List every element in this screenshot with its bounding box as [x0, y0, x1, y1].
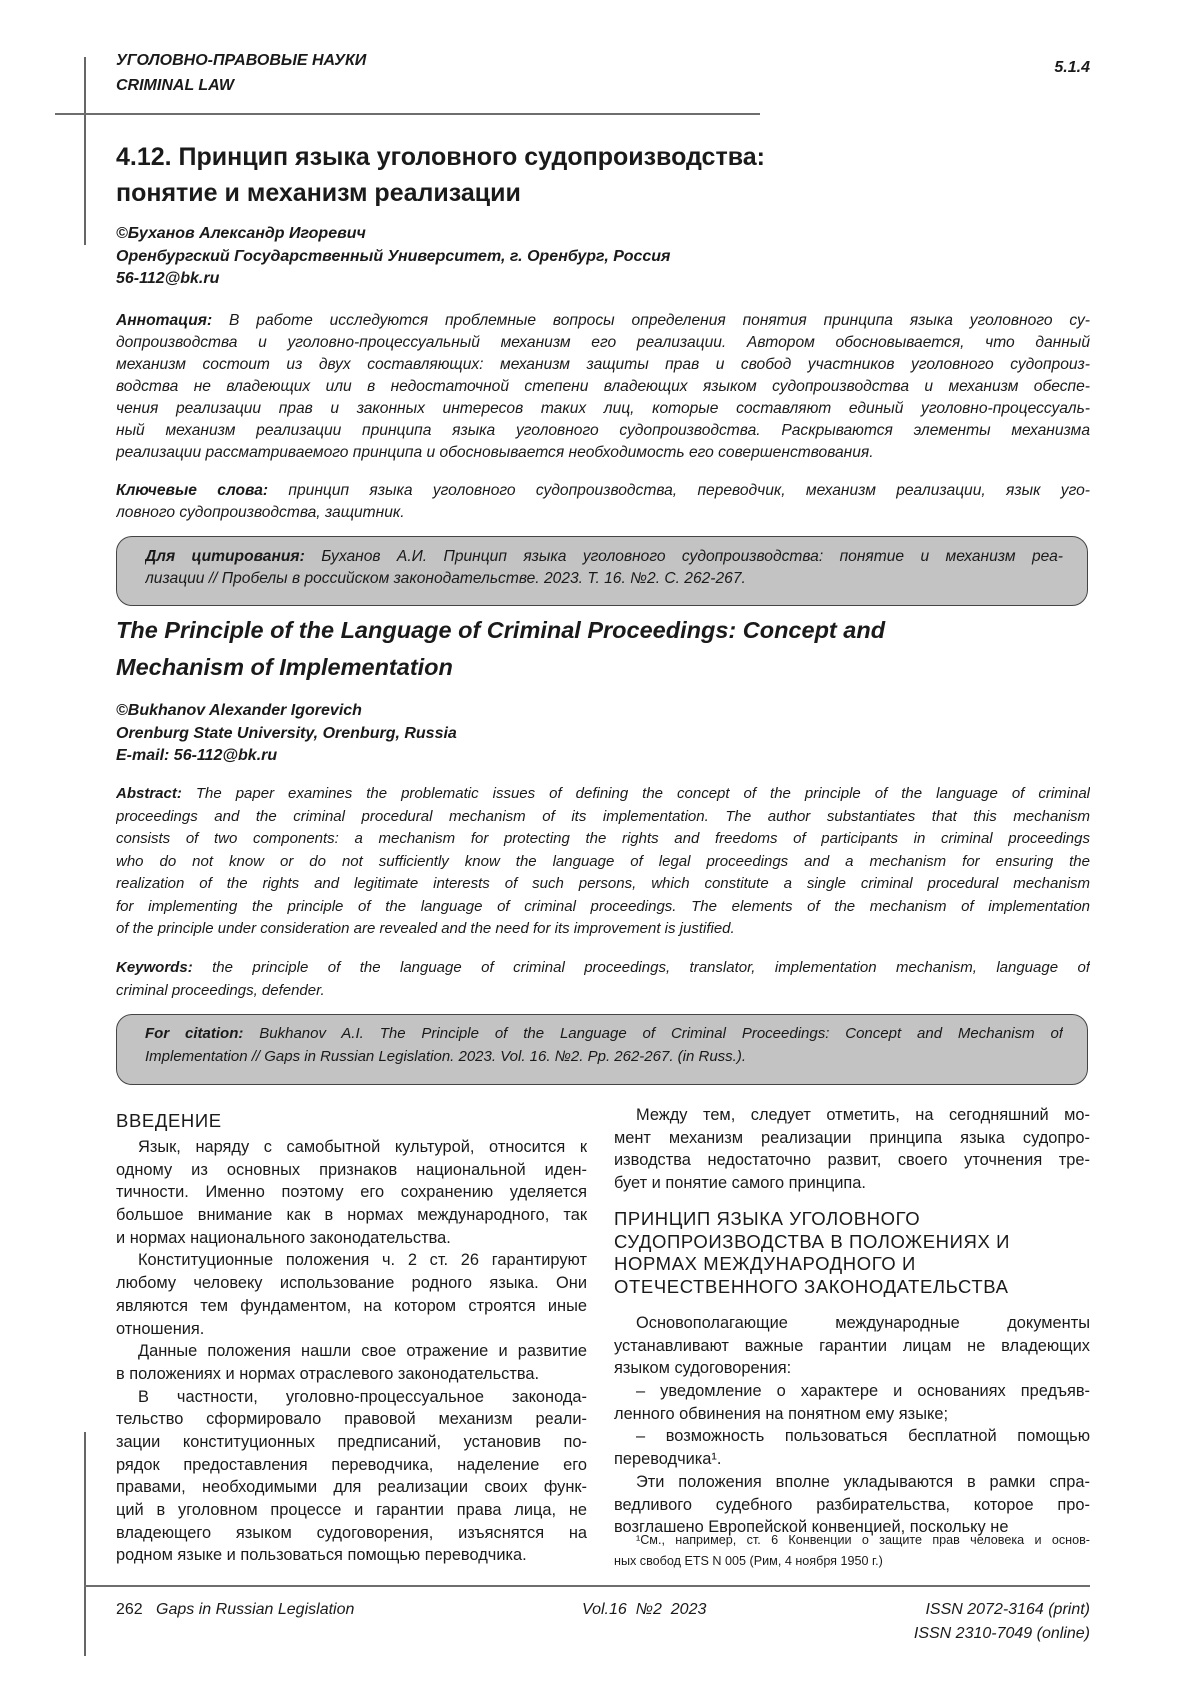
line-text: и нормах национального законодательства. [116, 1228, 451, 1247]
paragraph-line [614, 1149, 1090, 1172]
text-line [116, 783, 1090, 806]
line-text: бует и понятие самого принципа. [614, 1174, 866, 1193]
line-text: ций в уголовном процессе и гарантии права лица, не [116, 1501, 587, 1519]
line-text: of the principle under consideration are revealed and the need for its improvement is justified. [116, 920, 735, 937]
running-header [116, 48, 366, 98]
margin-rule-top [84, 57, 86, 245]
paragraph-line [116, 1295, 587, 1318]
line-text: Данные положения нашли свое отражение и развитие [138, 1342, 587, 1361]
paragraph-line [614, 1494, 1090, 1517]
line-text: The paper examines the problematic issues of defining the concept of the principle of the language of criminal [195, 785, 1090, 802]
text-line [116, 896, 1090, 919]
line-text: В частности, уголовно-процессуальное законода- [138, 1387, 587, 1406]
paragraph-line [614, 1172, 1090, 1195]
line-text: устанавливают важные гарантии лицам не владеющих [614, 1336, 1090, 1355]
keywords-en [116, 957, 1090, 1002]
paragraph-line [116, 1522, 587, 1545]
paragraph-line [116, 1499, 587, 1522]
abstract-en [116, 783, 1090, 941]
body-column-right [614, 1312, 1090, 1539]
line-text: любому человеку использование родного языка. Они [116, 1274, 587, 1293]
issue-info: Vol.16 №2 2023 [582, 1601, 707, 1618]
line-text: владеющего языком судоговорения, изъяснятся на [116, 1523, 587, 1542]
line-text: ных свобод ETS N 005 (Рим, 4 ноября 1950 г.) [614, 1554, 883, 1568]
text-line [145, 568, 1063, 590]
margin-rule-bottom [84, 1432, 86, 1656]
paragraph-line [116, 1249, 587, 1272]
text-line [116, 310, 1090, 332]
paragraph-line [116, 1408, 587, 1431]
citation-box-ru [116, 536, 1088, 606]
line-text: чения реализации прав и законных интересов таких лиц, которые составляют единый уголовно-процессуаль- [116, 400, 1090, 417]
paragraph-line [116, 1272, 587, 1295]
author-name: ©Bukhanov Alexander Igorevich [116, 702, 362, 719]
page-footer-left [116, 1598, 354, 1622]
block-label: Для цитирования: [145, 548, 305, 565]
heading-line: ПРИНЦИП ЯЗЫКА УГОЛОВНОГО [614, 1208, 921, 1229]
paragraph-line [116, 1204, 587, 1227]
text-line [116, 806, 1090, 829]
citation-box-en [116, 1014, 1088, 1085]
paragraph-line [614, 1471, 1090, 1494]
text-line [116, 332, 1090, 354]
paragraph-line [614, 1380, 1090, 1403]
text-line [116, 398, 1090, 420]
line-text: consists of two components: a mechanism for protecting the rights and freedoms of participants in criminal proceedings [116, 830, 1090, 847]
paragraph-line [116, 1544, 587, 1567]
line-text: тичности. Именно поэтому его сохранению уделяется [116, 1183, 587, 1202]
text-line [116, 376, 1090, 398]
block-label: For citation: [145, 1025, 244, 1042]
line-text: Буханов А.И. Принцип языка уголовного судопроизводства: понятие и механизм реа- [321, 548, 1063, 565]
paragraph-line [116, 1386, 587, 1409]
article-title-en [116, 612, 885, 686]
line-text: водства не владеющих или в недостаточной степени владеющих языком судопроизводства и механизм обеспе- [116, 378, 1090, 395]
author-block-en [116, 700, 457, 768]
text-line [116, 980, 1090, 1003]
footnote-line [614, 1530, 1090, 1551]
section-en: CRIMINAL LAW [116, 77, 234, 94]
paragraph-line [116, 1159, 587, 1182]
line-text: механизм состоит из двух составляющих: механизм защиты прав и свобод участников уголовного судопроиз- [116, 356, 1090, 373]
footnote [614, 1530, 1090, 1572]
text-line [116, 480, 1090, 502]
line-text: изводства недостаточно развит, своего уточнения тре- [614, 1151, 1090, 1170]
text-line [145, 1023, 1063, 1046]
heading-line: НОРМАХ МЕЖДУНАРОДНОГО И [614, 1253, 916, 1275]
specialty-code: 5.1.4 [1054, 59, 1090, 76]
article-title-ru [116, 139, 765, 211]
section-heading-intro: ВВЕДЕНИЕ [116, 1110, 222, 1131]
line-text: for implementing the principle of the language of criminal proceedings. The elements of the mechanism of implementation [116, 897, 1090, 915]
line-text: правами, необходимыми для реализации своих функ- [116, 1478, 587, 1497]
line-text: лизации // Пробелы в российском законодательстве. 2023. Т. 16. №2. С. 262-267. [145, 570, 746, 587]
title-line: Mechanism of Implementation [116, 654, 453, 680]
author-email: E-mail: 56-112@bk.ru [116, 747, 278, 764]
page-number: 262 [116, 1601, 143, 1618]
line-text: Implementation // Gaps in Russian Legislation. 2023. Vol. 16. №2. Pp. 262-267. (in Russ.). [145, 1047, 747, 1065]
issn-block [914, 1598, 1090, 1646]
section-heading-principle [614, 1208, 1010, 1299]
line-text: ловного судопроизводства, защитник. [116, 504, 405, 521]
issn-online: ISSN 2310-7049 (online) [913, 1625, 1090, 1642]
paragraph-line [116, 1181, 587, 1204]
keywords-ru [116, 480, 1090, 524]
paragraph-line [116, 1227, 587, 1250]
block-label: Ключевые слова: [116, 482, 269, 499]
line-text: proceedings and the criminal procedural mechanism of its implementation. The author substantiates that this mechanism [116, 807, 1090, 825]
line-text: Между тем, следует отметить, на сегодняшний мо- [636, 1106, 1090, 1124]
paragraph-line [614, 1312, 1090, 1335]
author-affiliation: Оренбургский Государственный Университет, г. Оренбург, Россия [116, 247, 671, 265]
text-line [116, 918, 1090, 941]
section-ru: УГОЛОВНО-ПРАВОВЫЕ НАУКИ [116, 52, 367, 69]
line-text: realization of the rights and legitimate interests of such persons, which constitute a single criminal procedural mechanism [116, 875, 1090, 892]
paragraph-line [116, 1476, 587, 1499]
paragraph-line [116, 1363, 587, 1386]
paragraph-line [614, 1335, 1090, 1358]
paragraph-line [614, 1403, 1090, 1426]
line-text: ный механизм реализации принципа языка уголовного судопроизводства. Раскрываются элементы механизма [116, 422, 1090, 439]
footnote-line [614, 1551, 1090, 1572]
line-text: Язык, наряду с самобытной культурой, относится к [138, 1138, 587, 1156]
text-line [116, 502, 1090, 524]
line-text: родном языке и пользоваться помощью переводчика. [116, 1546, 527, 1565]
line-text: принцип языка уголовного судопроизводства, переводчик, механизм реализации, язык уго- [288, 482, 1090, 499]
line-text: Основополагающие международные документы [636, 1314, 1090, 1332]
line-text: возглашено Европейской конвенцией, поскольку не [614, 1518, 1009, 1537]
line-text: переводчика¹. [614, 1450, 722, 1469]
line-text: В работе исследуются проблемные вопросы определения понятия принципа языка уголовного су- [229, 312, 1090, 329]
line-text: – возможность пользоваться бесплатной помощью [636, 1427, 1090, 1446]
header-rule [55, 113, 760, 115]
journal-name: Gaps in Russian Legislation [156, 1601, 355, 1618]
line-text: the principle of the language of criminal proceedings, translator, implementation mechanism, language of [212, 959, 1090, 976]
text-line [116, 828, 1090, 851]
paragraph-line [614, 1425, 1090, 1448]
paragraph-line [614, 1127, 1090, 1150]
heading-line: ОТЕЧЕСТВЕННОГО ЗАКОНОДАТЕЛЬСТВА [614, 1276, 1009, 1298]
heading-line: СУДОПРОИЗВОДСТВА В ПОЛОЖЕНИЯХ И [614, 1230, 1011, 1252]
text-line [116, 957, 1090, 980]
body-column-left [116, 1136, 587, 1567]
text-line [145, 546, 1063, 568]
paragraph-line [614, 1357, 1090, 1380]
paragraph-line [116, 1431, 587, 1454]
body-column-right-top [614, 1104, 1090, 1195]
text-line [116, 873, 1090, 896]
block-label: Keywords: [116, 959, 193, 976]
text-line [145, 1046, 1063, 1069]
line-text: мент механизм реализации принципа языка судопро- [614, 1128, 1090, 1147]
line-text: большое внимание как в нормах международного, так [116, 1206, 587, 1225]
line-text: ¹См., например, ст. 6 Конвенции о защите прав человека и основ- [636, 1533, 1090, 1547]
text-line [116, 354, 1090, 376]
line-text: рядок предоставления переводчика, наделение его [116, 1455, 587, 1474]
line-text: Эти положения вполне укладываются в рамки спра- [636, 1472, 1090, 1491]
line-text: языком судоговорения: [614, 1359, 792, 1378]
paragraph-line [116, 1136, 587, 1159]
author-email: 56-112@bk.ru [116, 270, 220, 287]
annotation-ru [116, 310, 1090, 464]
text-line [116, 442, 1090, 464]
line-text: criminal proceedings, defender. [116, 981, 325, 999]
author-block-ru [116, 223, 670, 291]
line-text: зации конституционных предписаний, установив по- [116, 1432, 587, 1451]
paragraph-line [116, 1318, 587, 1341]
citation-text-ru [145, 546, 1063, 590]
author-name: ©Буханов Александр Игоревич [116, 225, 366, 242]
line-text: who do not know or do not sufficiently know the language of legal proceedings and a mechanism for ensuring the [116, 852, 1090, 870]
text-line [116, 851, 1090, 874]
paragraph-line [116, 1340, 587, 1363]
paragraph-line [614, 1104, 1090, 1127]
block-label: Abstract: [116, 785, 182, 802]
line-text: допроизводства и уголовно-процессуальный механизм его реализации. Автором обосновывается, что данный [116, 334, 1090, 351]
title-line: 4.12. Принцип языка уголовного судопроизводства: [116, 143, 765, 171]
footer-rule [84, 1585, 1090, 1587]
text-line [116, 420, 1090, 442]
author-affiliation: Orenburg State University, Orenburg, Russia [116, 724, 457, 742]
title-line: понятие и механизм реализации [116, 179, 521, 207]
line-text: одному из основных признаков национальной иден- [116, 1160, 587, 1179]
line-text: ведливого судебного разбирательства, которое про- [614, 1495, 1090, 1514]
line-text: – уведомление о характере и основаниях предъяв- [636, 1382, 1090, 1401]
title-line: The Principle of the Language of Criminal Proceedings: Concept and [116, 617, 886, 643]
line-text: в положениях и нормах отраслевого законодательства. [116, 1364, 540, 1383]
line-text: являются тем фундаментом, на котором строятся иные [116, 1296, 587, 1315]
block-label: Аннотация: [116, 312, 213, 329]
issn-print: ISSN 2072-3164 (print) [925, 1601, 1090, 1618]
line-text: Bukhanov A.I. The Principle of the Language of Criminal Proceedings: Concept and Mechanism of [259, 1025, 1063, 1042]
paragraph-line [116, 1454, 587, 1477]
line-text: реализации рассматриваемого принципа и обосновывается необходимость его совершенствования. [116, 444, 874, 461]
line-text: тельство сформировало правовой механизм реали- [116, 1410, 587, 1429]
line-text: Конституционные положения ч. 2 ст. 26 гарантируют [138, 1251, 587, 1270]
paragraph-line [614, 1448, 1090, 1471]
line-text: ленного обвинения на понятном ему языке; [614, 1404, 949, 1423]
line-text: отношения. [116, 1319, 205, 1338]
citation-text-en [145, 1023, 1063, 1068]
